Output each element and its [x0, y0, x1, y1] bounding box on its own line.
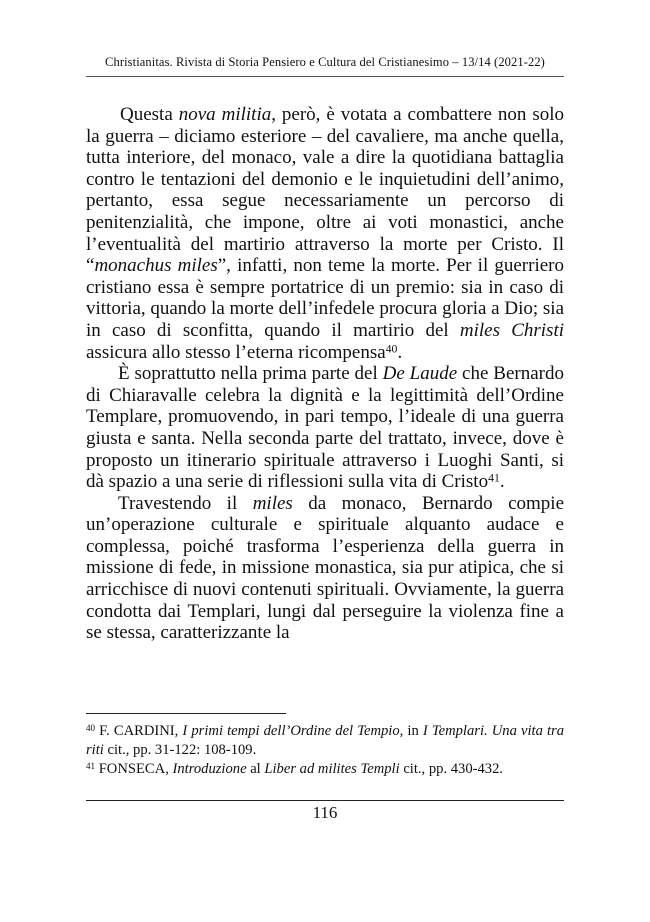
paragraph [86, 493, 564, 644]
footnote-ref: 41 [488, 471, 500, 485]
text-run: ”, infatti, non teme la morte. Per il guerriero cristiano essa è sempre portatrice di un premio: sia in caso di vittoria, quando la morte dell’infedele procura gloria a Dio; sia in caso di sconfitta, quando il martirio del [86, 255, 564, 341]
italic-text: monachus miles [94, 255, 218, 277]
running-header: Christianitas. Rivista di Storia Pensiero e Cultura del Cristianesimo – 13/14 (2021-22) [105, 55, 545, 69]
paragraph [86, 104, 564, 363]
text-run: cit., pp. 31-122: 108-109. [103, 742, 257, 758]
text-run: che Bernardo di Chiaravalle celebra la dignità e la legittimità dell’Ordine Templare, promuovendo, in pari tempo, l’ideale di una guerra giusta e santa. Nella seconda parte del trattato, invece, dove è proposto un itinerario spirituale attraverso i Luoghi Santi, si dà spazio a una serie di riflessioni sulla vita di Cristo [86, 363, 565, 493]
italic-text: I Templari. Una vita tra riti [86, 723, 565, 758]
text-run: al [246, 761, 265, 777]
text-run: Questa [120, 104, 179, 125]
italic-text: I primi tempi dell’Ordine del Tempio [182, 723, 400, 739]
footnote-rule [86, 713, 286, 714]
body-text [86, 104, 564, 644]
text-run: FONSECA, [95, 761, 173, 777]
footnote-ref: 41 [86, 760, 96, 771]
text-run: , in [399, 723, 423, 739]
footnote [86, 760, 564, 779]
text-run: assicura allo stesso l’eterna ricompensa [86, 341, 386, 363]
text-run: da monaco, Bernardo compie un’operazione culturale e spirituale alquanto audace e complessa, poiché trasforma l’esperienza della guerra in missione di fede, in missione monastica, sia pur atipica, che si arricchisce di nuovi contenuti spirituali. Ovviamente, la guerra condotta dai Templari, lungi dal perseguire la violenza fine a se stessa, caratterizzante la [86, 492, 565, 644]
italic-text: De Laude [382, 363, 458, 385]
footnote [86, 722, 564, 760]
italic-text: nova militia [178, 104, 272, 125]
footnote-ref: 40 [385, 342, 398, 356]
italic-text: Introduzione [172, 761, 247, 777]
page-bottom-rule [86, 800, 564, 801]
paragraph [86, 363, 564, 493]
text-run: , però, è votata a combattere non solo la guerra – diciamo esteriore – del cavaliere, ma anche quella, tutta interiore, del monaco, vale a dire la quotidiana battaglia contro le tentazioni del demonio e le inquietudini dell’animo, pertanto, essa segue necessariamente un percorso di penitenzialità, che impone, oltre ai voti monastici, anche l’eventualità del martirio attraverso la morte per Cristo. Il “ [86, 104, 564, 277]
text-run: cit., pp. 430-432. [399, 761, 504, 777]
text-run: . [397, 341, 403, 363]
footnotes [86, 722, 564, 779]
footnote-ref: 40 [86, 722, 96, 733]
page-number: 116 [312, 803, 338, 822]
header-rule [86, 76, 564, 77]
text-run: F. CARDINI, [95, 723, 183, 739]
text-run: . [499, 471, 505, 493]
italic-text: miles [252, 492, 293, 514]
italic-text: miles Christi [459, 319, 564, 341]
text-run: È soprattutto nella prima parte del [118, 363, 383, 385]
italic-text: Liber ad milites Templi [264, 761, 400, 777]
text-run: Travestendo il [118, 492, 253, 514]
